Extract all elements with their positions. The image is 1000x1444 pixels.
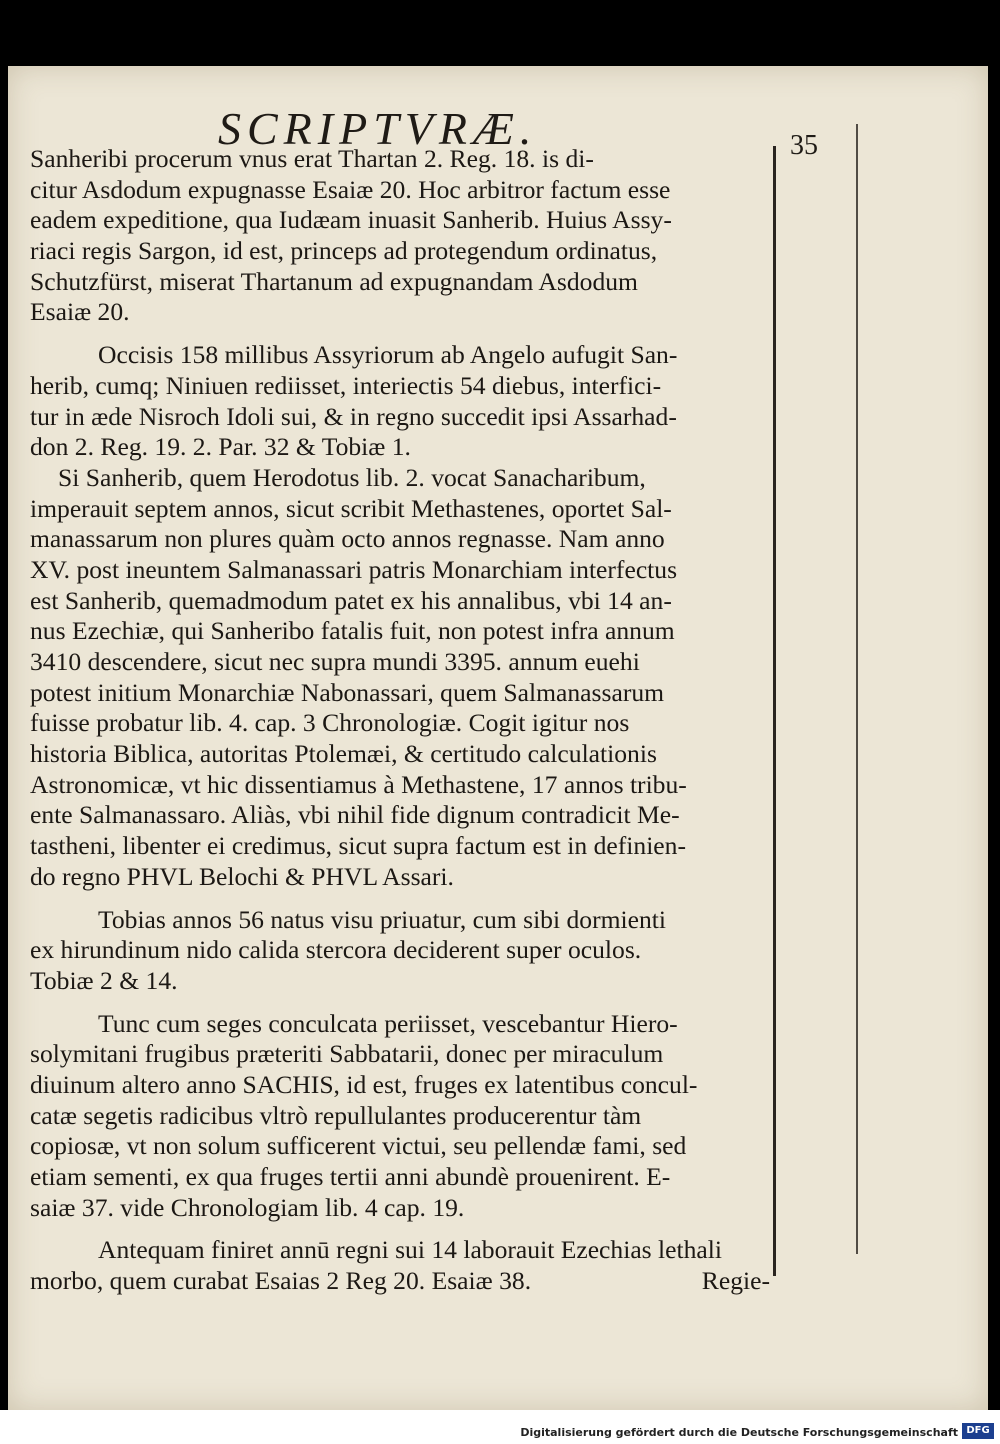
text-line: Antequam finiret annū regni sui 14 laborauit Ezechias lethali bbox=[98, 1235, 722, 1265]
text-line: eadem expeditione, qua Iudæam inuasit Sanherib. Huius Assy- bbox=[30, 205, 672, 235]
margin-rule bbox=[856, 124, 858, 1254]
text-line: herib, cumq; Niniuen rediisset, interiectis 54 diebus, interfici- bbox=[30, 370, 662, 400]
book-page bbox=[8, 66, 988, 1410]
text-line: Esaiæ 20. bbox=[30, 297, 130, 327]
page-number: 35 bbox=[790, 130, 818, 161]
text-line: catæ segetis radicibus vltrò repullulantes producerentur tàm bbox=[30, 1100, 642, 1130]
funding-credit: Digitalisierung gefördert durch die Deutsche Forschungsgemeinschaft bbox=[520, 1426, 958, 1439]
vertical-rule bbox=[773, 146, 776, 1276]
text-line: Sanheribi procerum vnus erat Thartan 2. Reg. 18. is di- bbox=[30, 144, 594, 173]
text-line: Schutzfürst, miserat Thartanum ad expugnandam Asdodum bbox=[30, 266, 638, 296]
text-line: tur in æde Nisroch Idoli sui, & in regno succedit ipsi Assarhad- bbox=[30, 401, 677, 431]
text-line: solymitani frugibus præteriti Sabbatarii, donec per miraculum bbox=[30, 1039, 664, 1069]
text-line: diuinum altero anno SACHIS, id est, fruges ex latentibus concul- bbox=[30, 1069, 698, 1099]
text-line: fuisse probatur lib. 4. cap. 3 Chronologiæ. Cogit igitur nos bbox=[30, 708, 630, 738]
text-line: Astronomicæ, vt hic dissentiamus à Methastene, 17 annos tribu- bbox=[30, 769, 687, 799]
dfg-logo: DFG bbox=[962, 1423, 994, 1439]
text-line: est Sanherib, quemadmodum patet ex his annalibus, vbi 14 an- bbox=[30, 585, 672, 615]
text-line: 3410 descendere, sicut nec supra mundi 3395. annum euehi bbox=[30, 647, 640, 676]
last-line-row bbox=[30, 1266, 770, 1297]
text-line: nus Ezechiæ, qui Sanheribo fatalis fuit, non potest infra annum bbox=[30, 616, 675, 646]
text-line: Occisis 158 millibus Assyriorum ab Angelo aufugit San- bbox=[98, 340, 678, 370]
text-line: ex hirundinum nido calida stercora deciderent super oculos. bbox=[30, 935, 642, 965]
text-line: morbo, quem curabat Esaias 2 Reg 20. Esaiæ 38. bbox=[30, 1266, 532, 1296]
text-line: Si Sanherib, quem Herodotus lib. 2. vocat Sanacharibum, bbox=[58, 462, 646, 492]
text-line: imperauit septem annos, sicut scribit Methastenes, oportet Sal- bbox=[30, 493, 672, 523]
text-line: riaci regis Sargon, id est, princeps ad protegendum ordinatus, bbox=[30, 236, 658, 266]
text-line: historia Biblica, autoritas Ptolemæi, & certitudo calculationis bbox=[30, 739, 657, 769]
text-line: etiam sementi, ex qua fruges tertii anni abundè prouenirent. E- bbox=[30, 1162, 671, 1191]
page-heading: SCRIPTVRÆ. bbox=[218, 103, 538, 154]
text-line: XV. post ineuntem Salmanassari patris Monarchiam interfectus bbox=[30, 554, 678, 584]
text-line: copiosæ, vt non solum sufficerent victui, seu pellendæ fami, sed bbox=[30, 1131, 687, 1161]
text-line: do regno PHVL Belochi & PHVL Assari. bbox=[30, 861, 454, 891]
text-line: manassarum non plures quàm octo annos regnasse. Nam anno bbox=[30, 524, 665, 554]
text-line: Tobias annos 56 natus visu priuatur, cum sibi dormienti bbox=[98, 904, 666, 934]
catchword: Regie- bbox=[701, 1266, 770, 1296]
text-line: Tobiæ 2 & 14. bbox=[30, 965, 178, 995]
text-line: saiæ 37. vide Chronologiam lib. 4 cap. 19. bbox=[30, 1192, 465, 1222]
footer-bar bbox=[0, 1410, 1000, 1444]
text-line: ente Salmanassaro. Aliàs, vbi nihil fide dignum contradicit Me- bbox=[30, 800, 680, 830]
text-line: don 2. Reg. 19. 2. Par. 32 & Tobiæ 1. bbox=[30, 432, 411, 462]
text-block bbox=[30, 144, 770, 1297]
text-line: potest initium Monarchiæ Nabonassari, quem Salmanassarum bbox=[30, 677, 665, 707]
text-line: tastheni, libenter ei credimus, sicut supra factum est in definien- bbox=[30, 831, 686, 861]
text-line: citur Asdodum expugnasse Esaiæ 20. Hoc arbitror factum esse bbox=[30, 174, 671, 204]
text-line: Tunc cum seges conculcata periisset, vescebantur Hiero- bbox=[98, 1008, 678, 1038]
